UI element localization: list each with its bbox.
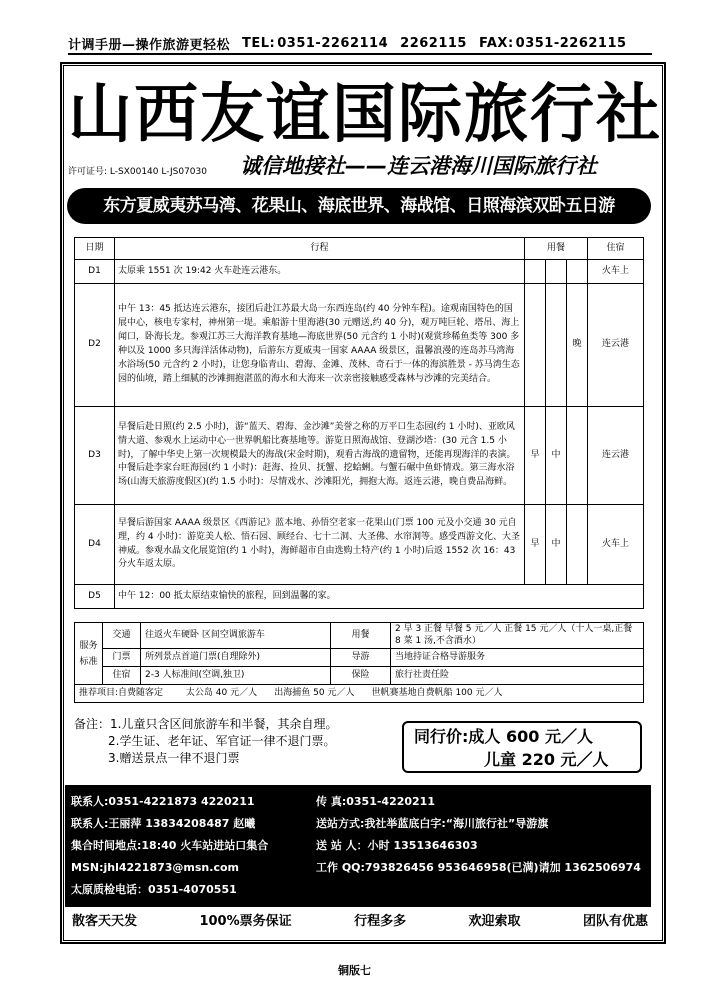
tickets-value: 所列景点首道门票(自理除外) xyxy=(141,649,331,667)
itinerary-row xyxy=(75,585,644,609)
tel-label: TEL: xyxy=(242,35,276,51)
slogan-request: 欢迎索取 xyxy=(468,914,521,929)
service-category: 服务标准 xyxy=(75,623,103,685)
day-label: D2 xyxy=(75,284,115,407)
lunch: 中 xyxy=(546,505,567,585)
msn: MSN:jhl4221873@msn.com xyxy=(71,861,239,874)
service-row xyxy=(75,649,644,667)
peer-price-box xyxy=(402,721,642,773)
adult-price: 同行价:成人 600 元／人 xyxy=(414,727,593,746)
header-day: 日期 xyxy=(75,238,115,260)
bottom-slogans xyxy=(68,910,652,934)
day-label: D4 xyxy=(75,505,115,585)
service-table xyxy=(74,622,644,703)
header-stay: 住宿 xyxy=(588,238,644,260)
dinner xyxy=(567,407,588,505)
itinerary-row xyxy=(75,260,644,284)
stay: 连云港 xyxy=(588,284,644,407)
contact-person: 联系人:王丽萍 13834208487 赵曦 xyxy=(71,817,256,830)
recommend-row xyxy=(75,685,644,703)
stay: 连云港 xyxy=(588,407,644,505)
lunch xyxy=(546,260,567,284)
service-row xyxy=(75,667,644,685)
dinner xyxy=(567,260,588,284)
page-footer: 铜版七 xyxy=(338,964,371,977)
meals-value: 2 早 3 正餐 早餐 5 元／人 正餐 15 元／人（十人一桌,正餐 8 菜 1 汤,不含酒水） xyxy=(391,623,644,649)
contact-phone: 联系人:0351-4221873 4220211 xyxy=(71,795,255,808)
stay: 火车上 xyxy=(588,505,644,585)
slogan-routes: 行程多多 xyxy=(354,914,407,929)
slogan: 诚信地接社——连云港海川国际旅行社 xyxy=(240,154,597,178)
child-price: 儿童 220 元／人 xyxy=(484,750,609,769)
itinerary-row xyxy=(75,505,644,585)
header-itinerary: 行程 xyxy=(115,238,525,260)
itinerary-row xyxy=(75,284,644,407)
breakfast xyxy=(525,284,546,407)
transport-value: 往返火车硬卧 区间空调旅游车 xyxy=(141,623,331,649)
day-text: 中午 12：00 抵太原结束愉快的旅程，回到温馨的家。 xyxy=(115,585,644,609)
lodging-label: 住宿 xyxy=(103,667,141,685)
slogan-ticket: 100%票务保证 xyxy=(199,914,292,929)
itinerary-row xyxy=(75,407,644,505)
day-text: 早餐后赴日照(约 2.5 小时)，游“蓝天、碧海、金沙滩”美誉之称的万平口生态园(约 1 小时)、亚欧风情大道、参观水上运动中心一世界帆船比赛基地等。游览日照海战馆、登湖沙塔：(30 元含 1.5 小时)，了解中华史上第一次规模最大的海战(宋金时期)，观看古海战的遗留物，还能再现海洋的表演。中餐后赴李家台旺海园(约 1 小时)：赶海、捡贝、抚蟹、挖蛤蜊。与蟹石碾中鱼虾情戏。第三海水浴场(山海天旅游度假区)(约 1.5 小时)：尽情戏水、沙滩阳光，拥抱大海。返连云港，晚自费品海鲜。 xyxy=(115,407,525,505)
license-number: 许可证号: L-SX00140 L-JS07030 xyxy=(68,167,207,177)
slogan-group: 团队有优惠 xyxy=(582,914,648,929)
note-2: 2.学生证、老年证、军官证一律不退门票。 xyxy=(108,734,336,748)
fax: 0351-2262115 xyxy=(515,35,627,51)
lodging-value: 2-3 人标准间(空调,独卫) xyxy=(141,667,331,685)
day-text: 早餐后游国家 AAAA 级景区《西游记》蓝本地、孙悟空老家一花果山(门票 100 元及小交通 30 元自理，约 4 小时)：游览美人松、悟石园、顾经台、七十二洞、大圣佛、水帘洞等。感受西游文化、大圣神威。参观水晶文化展览馆(约 1 小时)，海鲜超市自由选购土特产(约 1 小时)后返 1552 次 16：43 分火车返太原。 xyxy=(115,505,525,585)
itinerary-header xyxy=(75,238,644,260)
stay: 火车上 xyxy=(588,260,644,284)
header-meals: 用餐 xyxy=(525,238,588,260)
quality-phone: 太原质检电话：0351-4070551 xyxy=(71,883,237,896)
lunch xyxy=(546,284,567,407)
meals-label: 用餐 xyxy=(331,623,391,649)
tel-2: 2262115 xyxy=(400,35,467,51)
slogan-daily: 散客天天发 xyxy=(72,914,138,929)
day-label: D1 xyxy=(75,260,115,284)
notes xyxy=(74,716,337,767)
day-label: D3 xyxy=(75,407,115,505)
top-banner xyxy=(68,33,652,55)
tel-1: 0351-2262114 xyxy=(277,35,389,51)
guide-value: 当地持证合格导游服务 xyxy=(391,649,644,667)
tickets-label: 门票 xyxy=(103,649,141,667)
breakfast xyxy=(525,260,546,284)
dinner xyxy=(567,505,588,585)
recommended-items: 推荐项目:自费随客定 太公岛 40 元／人 出海捕鱼 50 元／人 世帆赛基地自费帆船 100 元／人 xyxy=(75,685,644,703)
lunch: 中 xyxy=(546,407,567,505)
day-label: D5 xyxy=(75,585,115,609)
itinerary-table xyxy=(74,237,644,609)
tagline: 计调手册—操作旅游更轻松 xyxy=(68,37,231,53)
insurance-label: 保险 xyxy=(331,667,391,685)
sendoff-person: 送 站 人：小时 13513646303 xyxy=(316,839,478,852)
insurance-value: 旅行社责任险 xyxy=(391,667,644,685)
work-qq: 工作 QQ:793826456 953646958(已满)请加 1362506974 xyxy=(316,861,641,874)
fax-label: FAX: xyxy=(478,35,514,51)
day-text: 中午 13：45 抵达连云港东，接团后赴江苏最大岛一东西连岛(约 40 分钟车程)。途观南国特色的国展中心，核电专家村，神州第一堤。乘船游十里海港(30 元赠送,约 40 分)，观万吨巨轮、塔吊、海上闻口，卧海长龙。参观江苏三大海洋教育基地—海底世界(50 元含约 1 小时)(观赏珍稀鱼类等 300 多种以及 1000 多只海洋活体动物)，后游东方夏威夷一国家 AAAA 级景区，温馨浪漫的连岛苏马湾海水浴场(50 元含约 2 小时)，让您身临青山、碧海、金滩、茂林、奇石于一体的海滨胜景 - 苏马湾生态园的仙境，踏上细腻的沙滩拥抱湛蓝的海水和大海来一次亲密接触感受森林与沙滩的完美结合。 xyxy=(115,284,525,407)
agency-title: 山西友谊国际旅行社 xyxy=(68,77,662,152)
note-1: 备注：1.儿童只含区间旅游车和半餐，其余自理。 xyxy=(74,717,338,731)
sendoff-method: 送站方式:我社举蓝底白字:“海川旅行社”导游旗 xyxy=(316,817,549,830)
day-text: 太原乘 1551 次 19:42 火车赴连云港东。 xyxy=(115,260,525,284)
transport-label: 交通 xyxy=(103,623,141,649)
note-3: 3.赠送景点一律不退门票 xyxy=(108,751,240,765)
contact-panel xyxy=(65,785,651,907)
breakfast: 早 xyxy=(525,505,546,585)
guide-label: 导游 xyxy=(331,649,391,667)
breakfast: 早 xyxy=(525,407,546,505)
route-title: 东方夏威夷苏马湾、花果山、海底世界、海战馆、日照海滨双卧五日游 xyxy=(67,188,651,224)
meeting-point: 集合时间地点:18:40 火车站进站口集合 xyxy=(71,839,269,852)
service-row xyxy=(75,623,644,649)
fax-number: 传 真:0351-4220211 xyxy=(316,795,435,808)
dinner: 晚 xyxy=(567,284,588,407)
